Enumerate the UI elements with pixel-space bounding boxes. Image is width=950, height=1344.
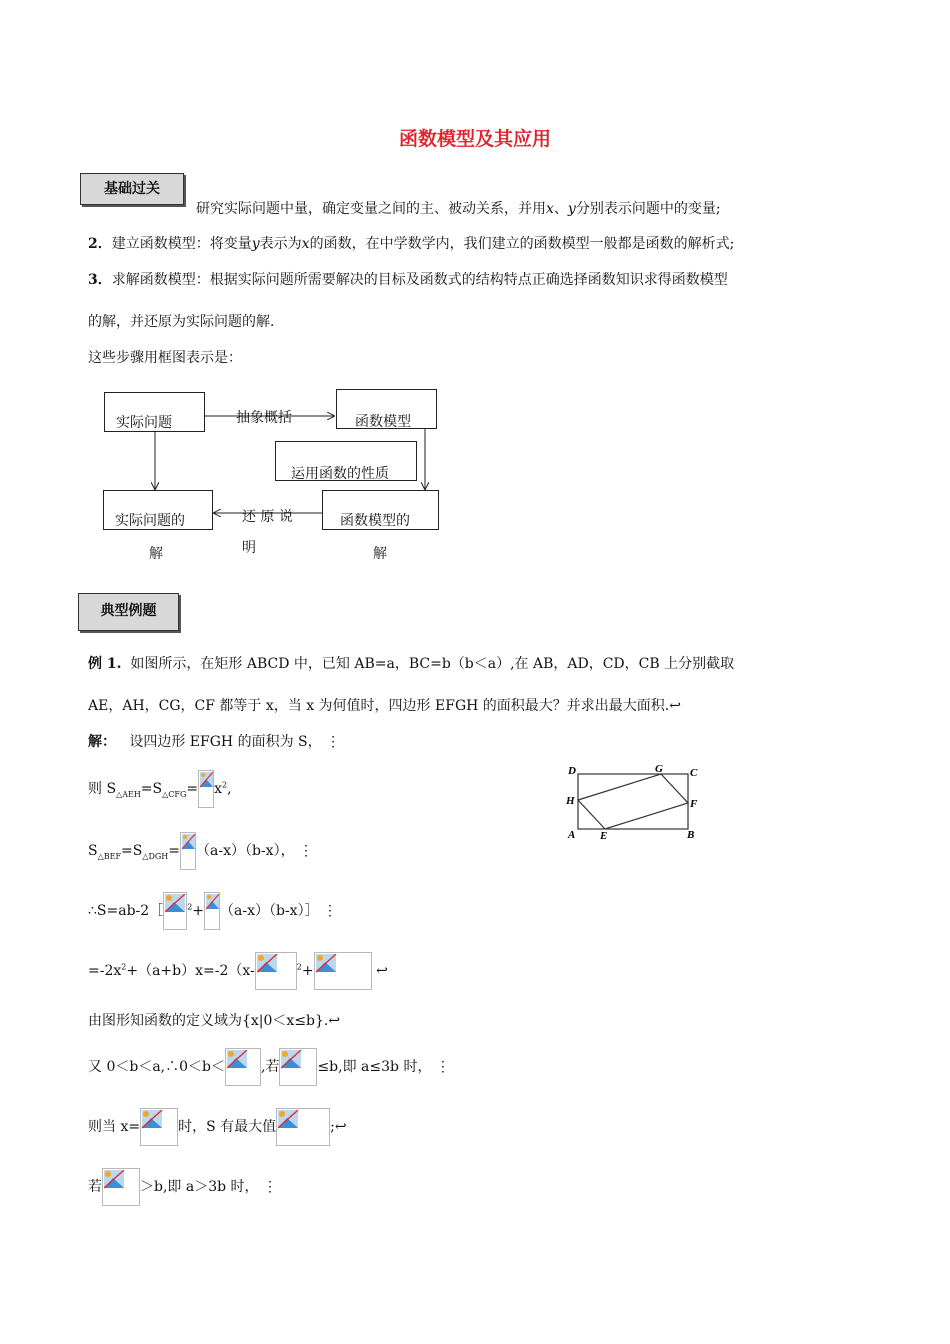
- flow-box-model-solution-label: 函数模型的: [340, 513, 410, 529]
- rectangle-figure-svg: [560, 760, 710, 850]
- subscript: △AEH: [116, 789, 141, 799]
- text: 若: [88, 1179, 102, 1195]
- text: 则当 x=: [88, 1119, 141, 1135]
- flow-box-use-properties-label: 运用函数的性质: [291, 466, 389, 482]
- solution-intro-line: [88, 731, 340, 751]
- text: x: [214, 781, 222, 797]
- broken-image-icon: [180, 832, 196, 870]
- enter-mark: ↩: [334, 1119, 347, 1135]
- broken-image-icon: [198, 770, 214, 808]
- broken-image-icon: [204, 892, 220, 930]
- text: S: [88, 843, 98, 859]
- broken-image-icon: [314, 952, 372, 990]
- text: ∴S=ab-2［: [88, 903, 164, 919]
- solution-line-3: [88, 892, 337, 930]
- text: 时，S 有最大值: [178, 1119, 277, 1135]
- item1-sep: 、: [553, 201, 568, 217]
- flow-arrow-abstract-label: 抽象概括: [236, 410, 292, 426]
- flow-box-model-solution-label-2: 解: [373, 546, 387, 562]
- example-line-1: [88, 653, 734, 673]
- steps-intro: 这些步骤用框图表示是：: [88, 350, 242, 366]
- flow-box-real-problem-label: 实际问题: [116, 415, 172, 431]
- broken-image-icon: [279, 1048, 317, 1086]
- label-c: C: [690, 767, 698, 779]
- text: （a-x）（b-x），: [196, 843, 295, 859]
- text: =: [168, 843, 181, 859]
- flow-box-function-model-label: 函数模型: [355, 414, 411, 430]
- solution-label: 解：: [88, 734, 116, 750]
- example-line-2: [88, 695, 681, 715]
- solution-line-8: [88, 1168, 277, 1206]
- broken-image-icon: [255, 952, 297, 990]
- broken-image-icon: [276, 1108, 330, 1146]
- item1-tail: 分别表示问题中的变量;: [575, 201, 721, 217]
- example-text-1: 如图所示，在矩形 ABCD 中，已知 AB=a，BC=b（b＜a）,在 AB，AD，CD，CB 上分别截取: [130, 656, 735, 672]
- text: 则 S: [88, 781, 117, 797]
- item1-text: 研究实际问题中量，确定变量之间的主、被动关系，并用: [196, 201, 546, 217]
- solution-intro: 设四边形 EFGH 的面积为 S，: [129, 734, 322, 750]
- text: =-2x: [88, 963, 122, 979]
- item3-continuation: 的解，并还原为实际问题的解.: [88, 314, 275, 330]
- solution-line-2: [88, 832, 313, 870]
- broken-image-icon: [163, 892, 187, 930]
- label-a: A: [568, 829, 576, 841]
- flow-arrow-restore-label-2: 明: [242, 540, 256, 556]
- superscript: 2: [121, 962, 127, 972]
- section-label-basics: 基础过关: [80, 173, 184, 205]
- rectangle-figure: [560, 760, 710, 854]
- item2-text-a: 建立函数模型：将变量: [111, 236, 252, 252]
- text: +: [192, 903, 205, 919]
- subscript: △CFG: [162, 789, 187, 799]
- var-x: x: [546, 201, 554, 217]
- solution-line-7: [88, 1108, 347, 1146]
- example-label: 例 1.: [88, 656, 122, 672]
- var-y: y: [251, 236, 260, 252]
- colon-mark: ⋮: [262, 1179, 277, 1195]
- enter-mark: ↩: [669, 698, 681, 714]
- flow-arrow-restore-label: 还 原 说: [242, 509, 293, 525]
- colon-mark: ⋮: [326, 734, 341, 750]
- item2-number: 2．: [88, 236, 112, 252]
- subscript: △BEF: [97, 851, 122, 861]
- label-d: D: [568, 765, 576, 777]
- label-b: B: [687, 829, 695, 841]
- label-g: G: [655, 763, 663, 775]
- label-f: F: [690, 798, 698, 810]
- broken-image-icon: [225, 1048, 261, 1086]
- superscript: 2: [221, 780, 228, 790]
- item3-text: 求解函数模型：根据实际问题所需要解决的目标及函数式的结构特点正确选择函数知识求得函数模型: [111, 272, 728, 288]
- var-x: x: [301, 236, 310, 252]
- text: =S: [140, 781, 163, 797]
- text: +: [301, 963, 314, 979]
- enter-mark: ↩: [328, 1013, 341, 1029]
- enter-mark: ↩: [376, 963, 388, 979]
- solution-line-6: [88, 1048, 450, 1086]
- text: +（a+b）x=-2（x-: [126, 963, 255, 979]
- text: （a-x）（b-x）］: [220, 903, 319, 919]
- quadrilateral-efgh: [578, 774, 688, 829]
- text: ＞b,即 a＞3b 时，: [140, 1179, 259, 1195]
- superscript: 2: [187, 902, 193, 912]
- item3-number: 3．: [88, 272, 112, 288]
- flow-box-real-solution-label-2: 解: [149, 546, 163, 562]
- label-h: H: [566, 795, 575, 807]
- broken-image-icon: [102, 1168, 140, 1206]
- superscript: 2: [296, 962, 302, 972]
- text: ,: [227, 781, 232, 797]
- item2-text-b: 表示为: [259, 236, 302, 252]
- text: =: [186, 781, 199, 797]
- colon-mark: ⋮: [323, 903, 338, 919]
- text: ;: [330, 1119, 335, 1135]
- colon-mark: ⋮: [435, 1059, 450, 1075]
- var-y: y: [567, 201, 576, 217]
- text: 由图形知函数的定义域为{x|0＜x≤b}.: [88, 1013, 329, 1029]
- text: =S: [121, 843, 143, 859]
- solution-line-5: [88, 1010, 340, 1030]
- flow-box-real-solution-label: 实际问题的: [115, 513, 185, 529]
- section-label-examples: 典型例题: [78, 593, 179, 631]
- text: ,若: [261, 1059, 280, 1075]
- item2-text-c: 的函数，在中学数学内，我们建立的函数模型一般都是函数的解析式;: [309, 236, 735, 252]
- colon-mark: ⋮: [299, 843, 314, 859]
- subscript: △DGH: [142, 851, 169, 861]
- text: ≤b,即 a≤3b 时，: [317, 1059, 432, 1075]
- page-title: 函数模型及其应用: [398, 128, 551, 150]
- text: 又 0＜b＜a,∴0＜b＜: [88, 1059, 225, 1075]
- label-e: E: [600, 830, 608, 842]
- broken-image-icon: [140, 1108, 178, 1146]
- solution-line-1: [88, 770, 232, 808]
- solution-line-4: [88, 952, 388, 990]
- example-text-2: AE，AH，CG，CF 都等于 x，当 x 为何值时，四边形 EFGH 的面积最大？并求出最大面积.: [88, 698, 670, 714]
